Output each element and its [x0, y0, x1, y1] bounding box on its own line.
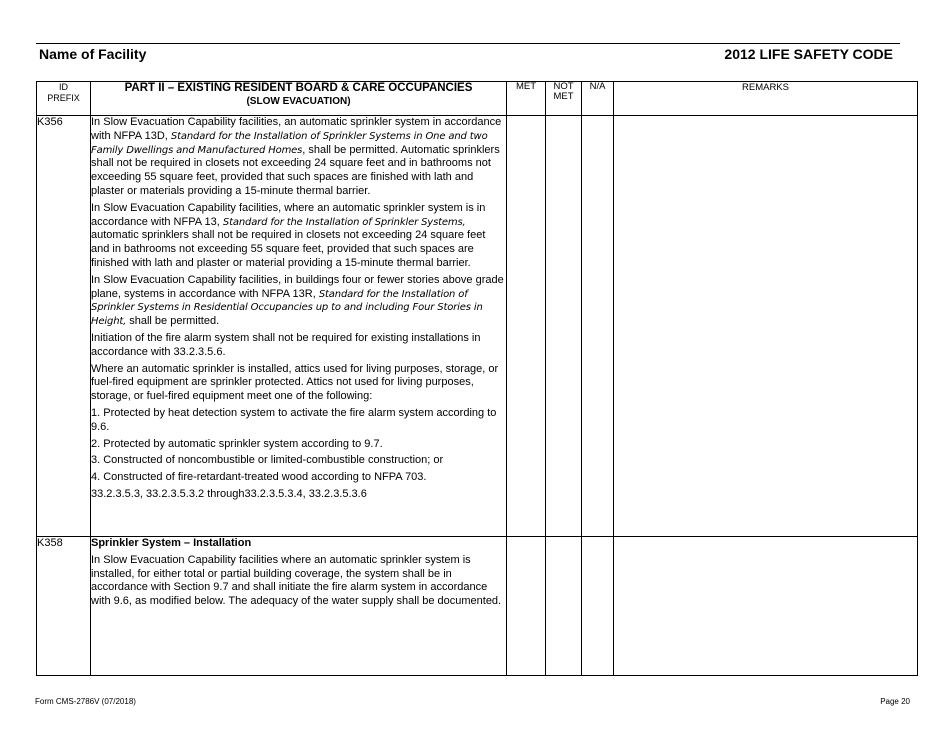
paragraph: In Slow Evacuation Capability facilities, where an automatic sprinkler system is in accordance with NFPA 13, Standard for the Installation of Sprinkler Systems, automatic sprinklers shall not be required in closets not exceeding 24 square feet and in bathrooms not exceeding 55 square feet, provided that such spaces are finished with lath and plaster or material providing a 15-minute thermal barrier.: [91, 201, 486, 269]
na-cell[interactable]: [582, 537, 614, 676]
form-id: Form CMS-2786V (07/2018): [35, 697, 136, 706]
requirement-text: [91, 537, 507, 676]
remarks-header: REMARKS: [614, 82, 918, 116]
met-cell[interactable]: [507, 537, 546, 676]
not-met-header: NOT MET: [546, 82, 582, 116]
remarks-cell[interactable]: [614, 537, 918, 676]
paragraph: In Slow Evacuation Capability facilities, in buildings four or fewer stories above grade plane, systems in accordance with NFPA 13R, Standard for the Installation of Sprinkler Systems in Residential Occupancies up to and including Four Stories in Height, shall be permitted.: [91, 273, 504, 328]
list-item: 4. Constructed of fire-retardant-treated wood according to NFPA 703.: [91, 471, 427, 484]
list-item: 2. Protected by automatic sprinkler system according to 9.7.: [91, 437, 383, 450]
row-id: K356: [37, 116, 91, 537]
row-id: K358: [37, 537, 91, 676]
requirement-title: Sprinkler System – Installation: [91, 537, 252, 549]
paragraph: Initiation of the fire alarm system shall not be required for existing installations in accordance with 33.2.3.5.6.: [91, 331, 481, 358]
list-item: 3. Constructed of noncombustible or limited-combustible construction; or: [91, 454, 444, 467]
na-header: N/A: [582, 82, 614, 116]
facility-name-label: Name of Facility: [39, 46, 147, 62]
paragraph: Where an automatic sprinkler is installed, attics used for living purposes, storage, or fuel-fired equipment are sprinkler protected. Attics not used for living purposes, storage, or fuel-fired equipment meet one of the following:: [91, 362, 499, 403]
references: 33.2.3.5.3, 33.2.3.5.3.2 through33.2.3.5.3.4, 33.2.3.5.3.6: [91, 487, 367, 500]
table-header-row: [37, 82, 918, 116]
met-cell[interactable]: [507, 116, 546, 537]
code-title: 2012 LIFE SAFETY CODE: [724, 46, 893, 62]
not-met-cell[interactable]: [546, 116, 582, 537]
header-rule: [36, 43, 900, 44]
remarks-cell[interactable]: [614, 116, 918, 537]
page-number: Page 20: [880, 697, 910, 706]
part-header: PART II – EXISTING RESIDENT BOARD & CARE OCCUPANCIES (SLOW EVACUATION): [91, 82, 507, 116]
survey-table: [36, 81, 918, 676]
met-header: MET: [507, 82, 546, 116]
table-row: [37, 116, 918, 537]
id-prefix-header: ID PREFIX: [37, 82, 91, 116]
paragraph: In Slow Evacuation Capability facilities where an automatic sprinkler system is installed, for either total or partial building coverage, the system shall be in accordance with Section 9.7 and shall initiate the fire alarm system in accordance with 9.6, as modified below. The adequacy of the water supply shall be documented.: [91, 553, 502, 608]
not-met-cell[interactable]: [546, 537, 582, 676]
table-row: [37, 537, 918, 676]
list-item: 1. Protected by heat detection system to activate the fire alarm system according to 9.6.: [91, 406, 497, 433]
na-cell[interactable]: [582, 116, 614, 537]
paragraph: In Slow Evacuation Capability facilities, an automatic sprinkler system in accordance with NFPA 13D, Standard for the Installation of Sprinkler Systems in One and two Family Dwellings and Manufactured Homes, shall be permitted. Automatic sprinklers shall not be required in closets not exceeding 24 square feet and in bathrooms not exceeding 55 square feet, provided that such spaces are finished with lath and plaster or materials providing a 15-minute thermal barrier.: [91, 116, 502, 197]
requirement-text: [91, 116, 507, 537]
